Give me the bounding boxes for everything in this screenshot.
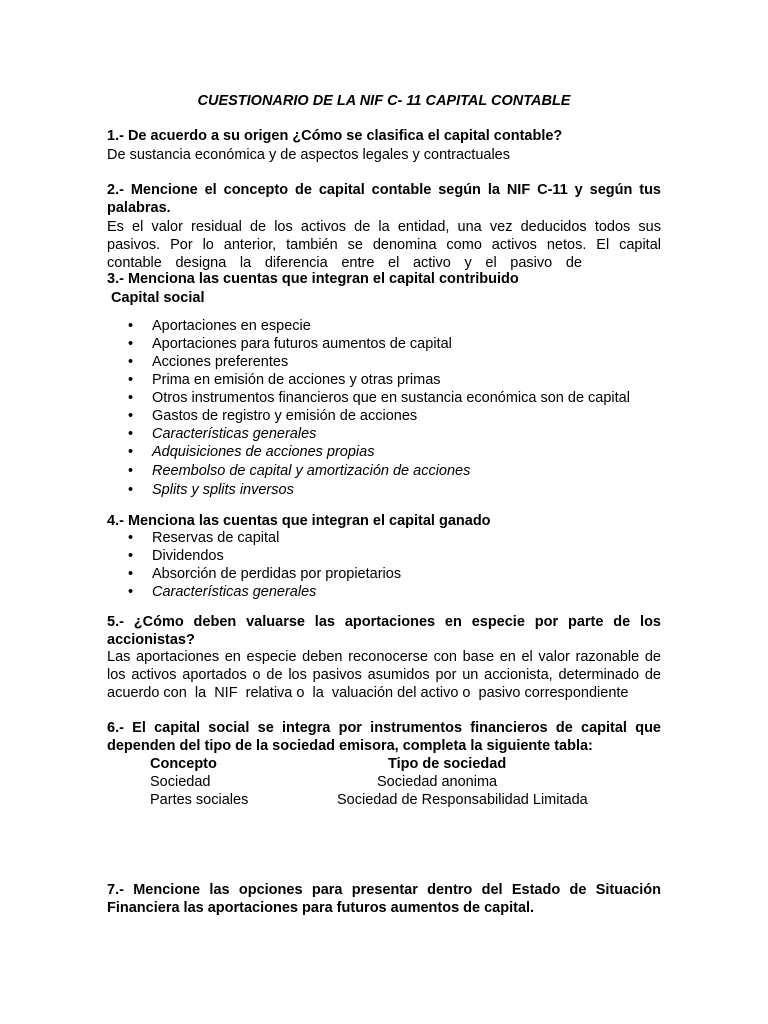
question-5-line-1: 5.- ¿Cómo deben valuarse las aportaciones en especie por parte de los [107, 614, 661, 630]
answer-5-line-3: acuerdo con la NIF relativa o la valuación del activo o pasivo correspondiente [107, 685, 629, 701]
list-item-text: Splits y splits inversos [152, 482, 294, 498]
list-item [128, 565, 401, 583]
list-item [128, 371, 630, 389]
list-item [128, 529, 401, 547]
list-item-text: Adquisiciones de acciones propias [152, 444, 375, 460]
table-cell-tipo-1: Sociedad anonima [377, 774, 498, 790]
question-5-line-2: accionistas? [107, 632, 195, 648]
bullet-icon: • [128, 463, 134, 479]
list-item-text: Reservas de capital [152, 530, 280, 546]
answer-2-line-3: contable designa la diferencia entre el activo y el pasivo de [107, 255, 582, 271]
list-item-text: Reembolso de capital y amortización de acciones [152, 463, 471, 479]
list-item [128, 443, 630, 462]
list-item [128, 425, 630, 443]
answer-5-line-2: los activos aportados o de los pasivos asumidos por un accionista, determinado de [107, 667, 661, 683]
bullet-icon: • [128, 444, 134, 460]
list-item [128, 353, 630, 371]
table-cell-concepto-2: Partes sociales [150, 792, 249, 808]
list-item [128, 407, 630, 425]
table-cell-tipo-2: Sociedad de Responsabilidad Limitada [337, 792, 588, 808]
answer-2-line-2: pasivos. Por lo anterior, también se denomina como activos netos. El capital [107, 237, 661, 253]
question-2-line-1: 2.- Mencione el concepto de capital contable según la NIF C-11 y según tus [107, 182, 661, 198]
list-item-text: Acciones preferentes [152, 354, 289, 370]
document-title: CUESTIONARIO DE LA NIF C- 11 CAPITAL CONTABLE [197, 93, 571, 109]
capital-contribuido-list [128, 317, 630, 499]
list-item-text: Aportaciones para futuros aumentos de capital [152, 336, 452, 352]
bullet-icon: • [128, 566, 134, 582]
answer-5 [107, 648, 661, 702]
list-item-text: Dividendos [152, 548, 224, 564]
list-item-text: Otros instrumentos financieros que en sustancia económica son de capital [152, 390, 630, 406]
bullet-icon: • [128, 336, 134, 352]
question-7 [107, 881, 661, 917]
bullet-icon: • [128, 426, 134, 442]
question-3-subtitle: Capital social [111, 290, 205, 306]
question-2-line-2: palabras. [107, 200, 171, 216]
question-6-line-2: dependen del tipo de la sociedad emisora, completa la siguiente tabla: [107, 738, 593, 754]
question-7-line-2: Financiera las aportaciones para futuros aumentos de capital. [107, 900, 535, 916]
list-item [128, 583, 401, 601]
list-item [128, 481, 630, 499]
answer-1: De sustancia económica y de aspectos legales y contractuales [107, 147, 510, 163]
bullet-icon: • [128, 408, 134, 424]
question-6-line-1: 6.- El capital social se integra por instrumentos financieros de capital que [107, 720, 661, 736]
question-5 [107, 613, 661, 649]
list-item-text: Absorción de perdidas por propietarios [152, 566, 402, 582]
bullet-icon: • [128, 318, 134, 334]
list-item-text: Características generales [152, 584, 317, 600]
bullet-icon: • [128, 390, 134, 406]
table-cell-concepto-1: Sociedad [150, 774, 211, 790]
bullet-icon: • [128, 482, 134, 498]
list-item [128, 462, 630, 481]
capital-ganado-list [128, 529, 401, 601]
answer-5-line-1: Las aportaciones en especie deben reconocerse con base en el valor razonable de [107, 649, 661, 665]
question-2 [107, 181, 661, 217]
question-1: 1.- De acuerdo a su origen ¿Cómo se clasifica el capital contable? [107, 128, 563, 144]
question-7-line-1: 7.- Mencione las opciones para presentar dentro del Estado de Situación [107, 882, 661, 898]
table-header-tipo: Tipo de sociedad [388, 756, 507, 772]
bullet-icon: • [128, 354, 134, 370]
table-header-concepto: Concepto [150, 756, 217, 772]
bullet-icon: • [128, 530, 134, 546]
list-item-text: Características generales [152, 426, 317, 442]
list-item-text: Gastos de registro y emisión de acciones [152, 408, 418, 424]
list-item [128, 317, 630, 335]
question-3: 3.- Menciona las cuentas que integran el capital contribuido [107, 271, 519, 287]
list-item-text: Prima en emisión de acciones y otras primas [152, 372, 441, 388]
list-item-text: Aportaciones en especie [152, 318, 311, 334]
answer-2-line-1: Es el valor residual de los activos de la entidad, una vez deducidos todos sus [107, 219, 661, 235]
list-item [128, 335, 630, 353]
bullet-icon: • [128, 548, 134, 564]
list-item [128, 547, 401, 565]
bullet-icon: • [128, 372, 134, 388]
question-6 [107, 719, 661, 755]
list-item [128, 389, 630, 407]
question-4: 4.- Menciona las cuentas que integran el capital ganado [107, 513, 491, 529]
bullet-icon: • [128, 584, 134, 600]
answer-2 [107, 218, 661, 272]
